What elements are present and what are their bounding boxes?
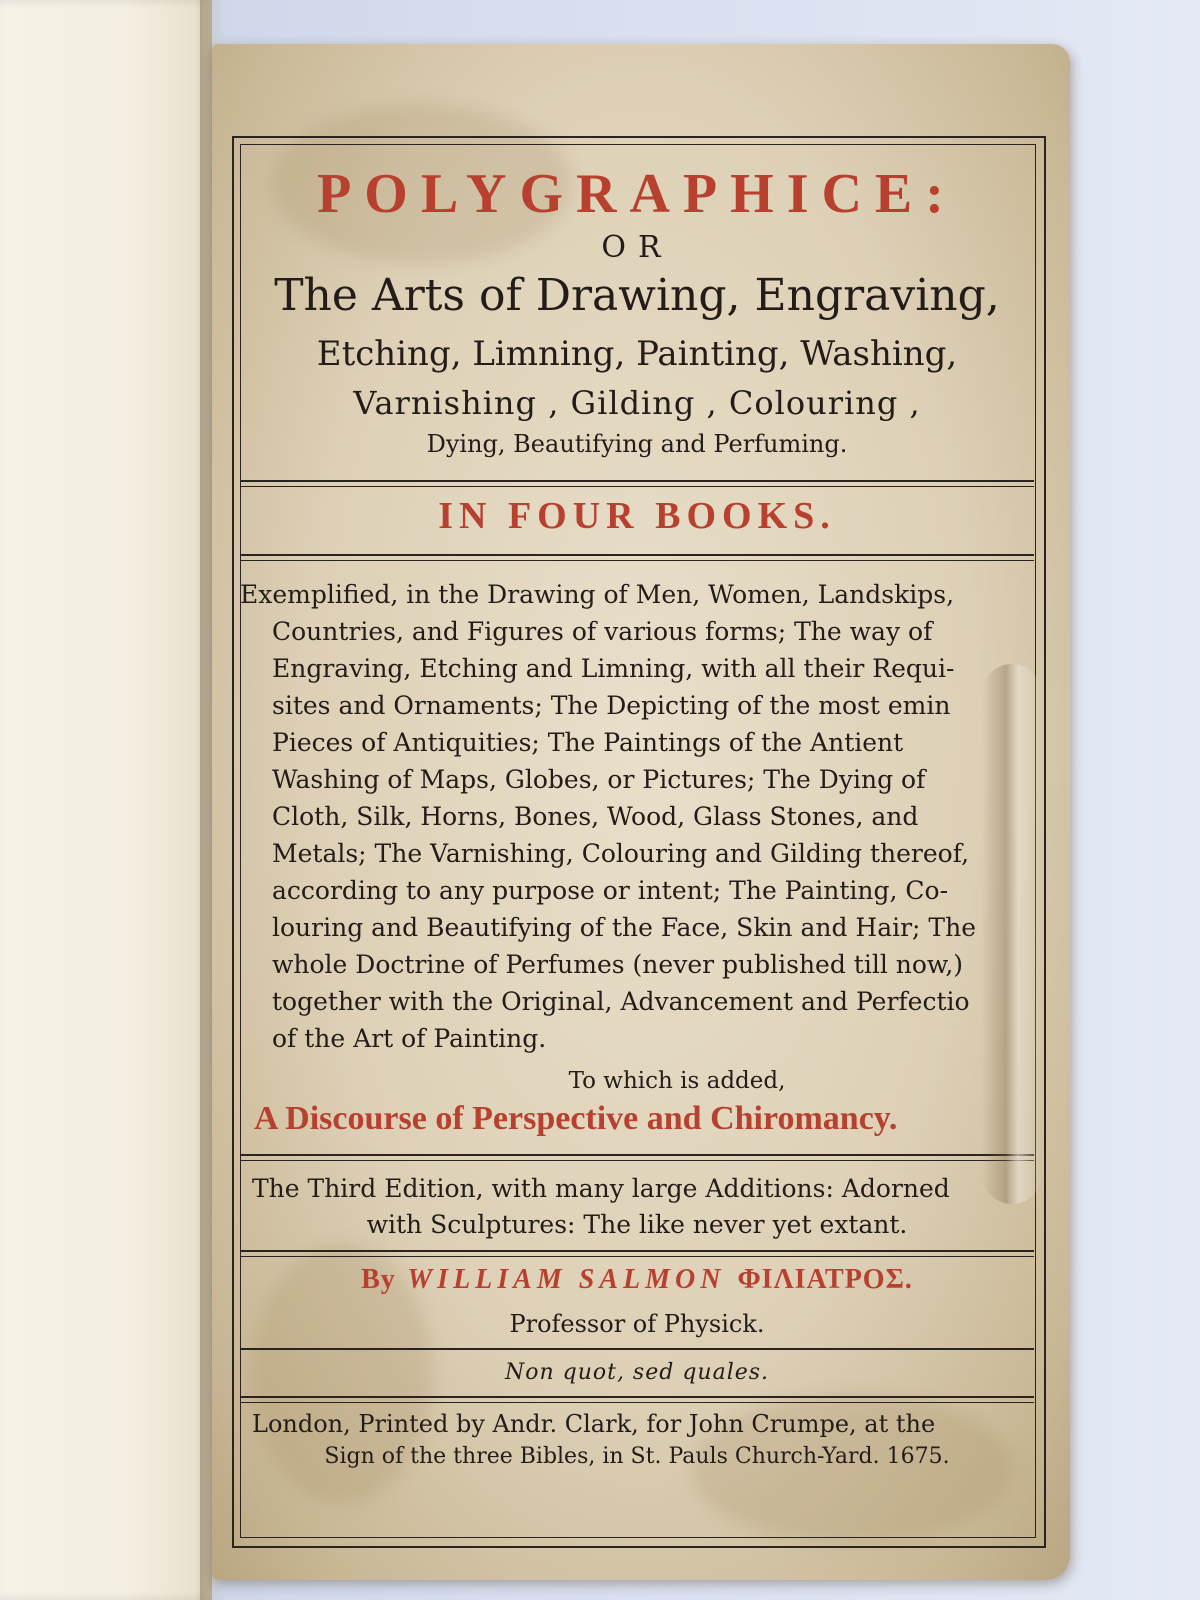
description-line: Metals; The Varnishing, Colouring and Gilding thereof, bbox=[272, 839, 970, 868]
blank-facing-page bbox=[0, 0, 212, 1600]
description-line: according to any purpose or intent; The Painting, Co- bbox=[272, 876, 949, 905]
section-rule bbox=[240, 1250, 1034, 1252]
author-epithet: ΦΙΛΙΑΤΡΟΣ. bbox=[737, 1264, 913, 1295]
discourse-title: A Discourse of Perspective and Chiromancy. bbox=[254, 1100, 898, 1137]
section-rule bbox=[240, 480, 1034, 482]
book-title: POLYGRAPHICE: bbox=[317, 163, 957, 225]
subtitle-line-4: Dying, Beautifying and Perfuming. bbox=[426, 430, 848, 458]
author-name: WILLIAM SALMON bbox=[407, 1264, 726, 1295]
description-line: Countries, and Figures of various forms; The way of bbox=[272, 617, 933, 646]
in-four-books: IN FOUR BOOKS. bbox=[438, 495, 836, 537]
description-line: sites and Ornaments; The Depicting of the most emin bbox=[272, 691, 951, 720]
motto: Non quot, sed quales. bbox=[504, 1360, 770, 1385]
description-line: Washing of Maps, Globes, or Pictures; The Dying of bbox=[272, 765, 926, 794]
section-rule bbox=[240, 554, 1034, 556]
description-line: Cloth, Silk, Horns, Bones, Wood, Glass Stones, and bbox=[272, 802, 919, 831]
title-page bbox=[212, 44, 1070, 1580]
author-profession: Professor of Physick. bbox=[509, 1310, 765, 1338]
page-tear bbox=[982, 664, 1042, 1204]
description-line: Pieces of Antiquities; The Paintings of the Antient bbox=[272, 728, 904, 757]
description-line: Exemplified, in the Drawing of Men, Women, Landskips, bbox=[240, 580, 955, 609]
section-rule bbox=[240, 1396, 1034, 1398]
subtitle-line-3: Varnishing , Gilding , Colouring , bbox=[353, 384, 921, 422]
description-line: louring and Beautifying of the Face, Skin and Hair; The bbox=[272, 913, 976, 942]
section-rule bbox=[240, 1154, 1034, 1156]
author-by: By bbox=[361, 1264, 396, 1295]
description-line: Engraving, Etching and Limning, with all their Requi- bbox=[272, 654, 955, 683]
imprint-line-2: Sign of the three Bibles, in St. Pauls Church-Yard. 1675. bbox=[324, 1444, 950, 1469]
imprint-line-1: London, Printed by Andr. Clark, for John Crumpe, at the bbox=[252, 1410, 936, 1438]
description-line: whole Doctrine of Perfumes (never published till now,) bbox=[272, 950, 964, 979]
description-paragraph bbox=[240, 576, 1034, 1057]
title-or: OR bbox=[601, 230, 673, 265]
subtitle-line-1: The Arts of Drawing, Engraving, bbox=[274, 270, 1000, 321]
subtitle-line-2: Etching, Limning, Painting, Washing, bbox=[316, 334, 958, 374]
author-credit bbox=[242, 1264, 1032, 1296]
description-line: of the Art of Painting. bbox=[272, 1024, 547, 1053]
edition-line-2: with Sculptures: The like never yet extant. bbox=[366, 1210, 908, 1239]
section-rule bbox=[240, 1348, 1034, 1350]
edition-line-1: The Third Edition, with many large Additions: Adorned bbox=[252, 1174, 950, 1203]
to-which-is-added: To which is added, bbox=[568, 1068, 786, 1094]
description-line: together with the Original, Advancement and Perfectio bbox=[272, 987, 970, 1016]
